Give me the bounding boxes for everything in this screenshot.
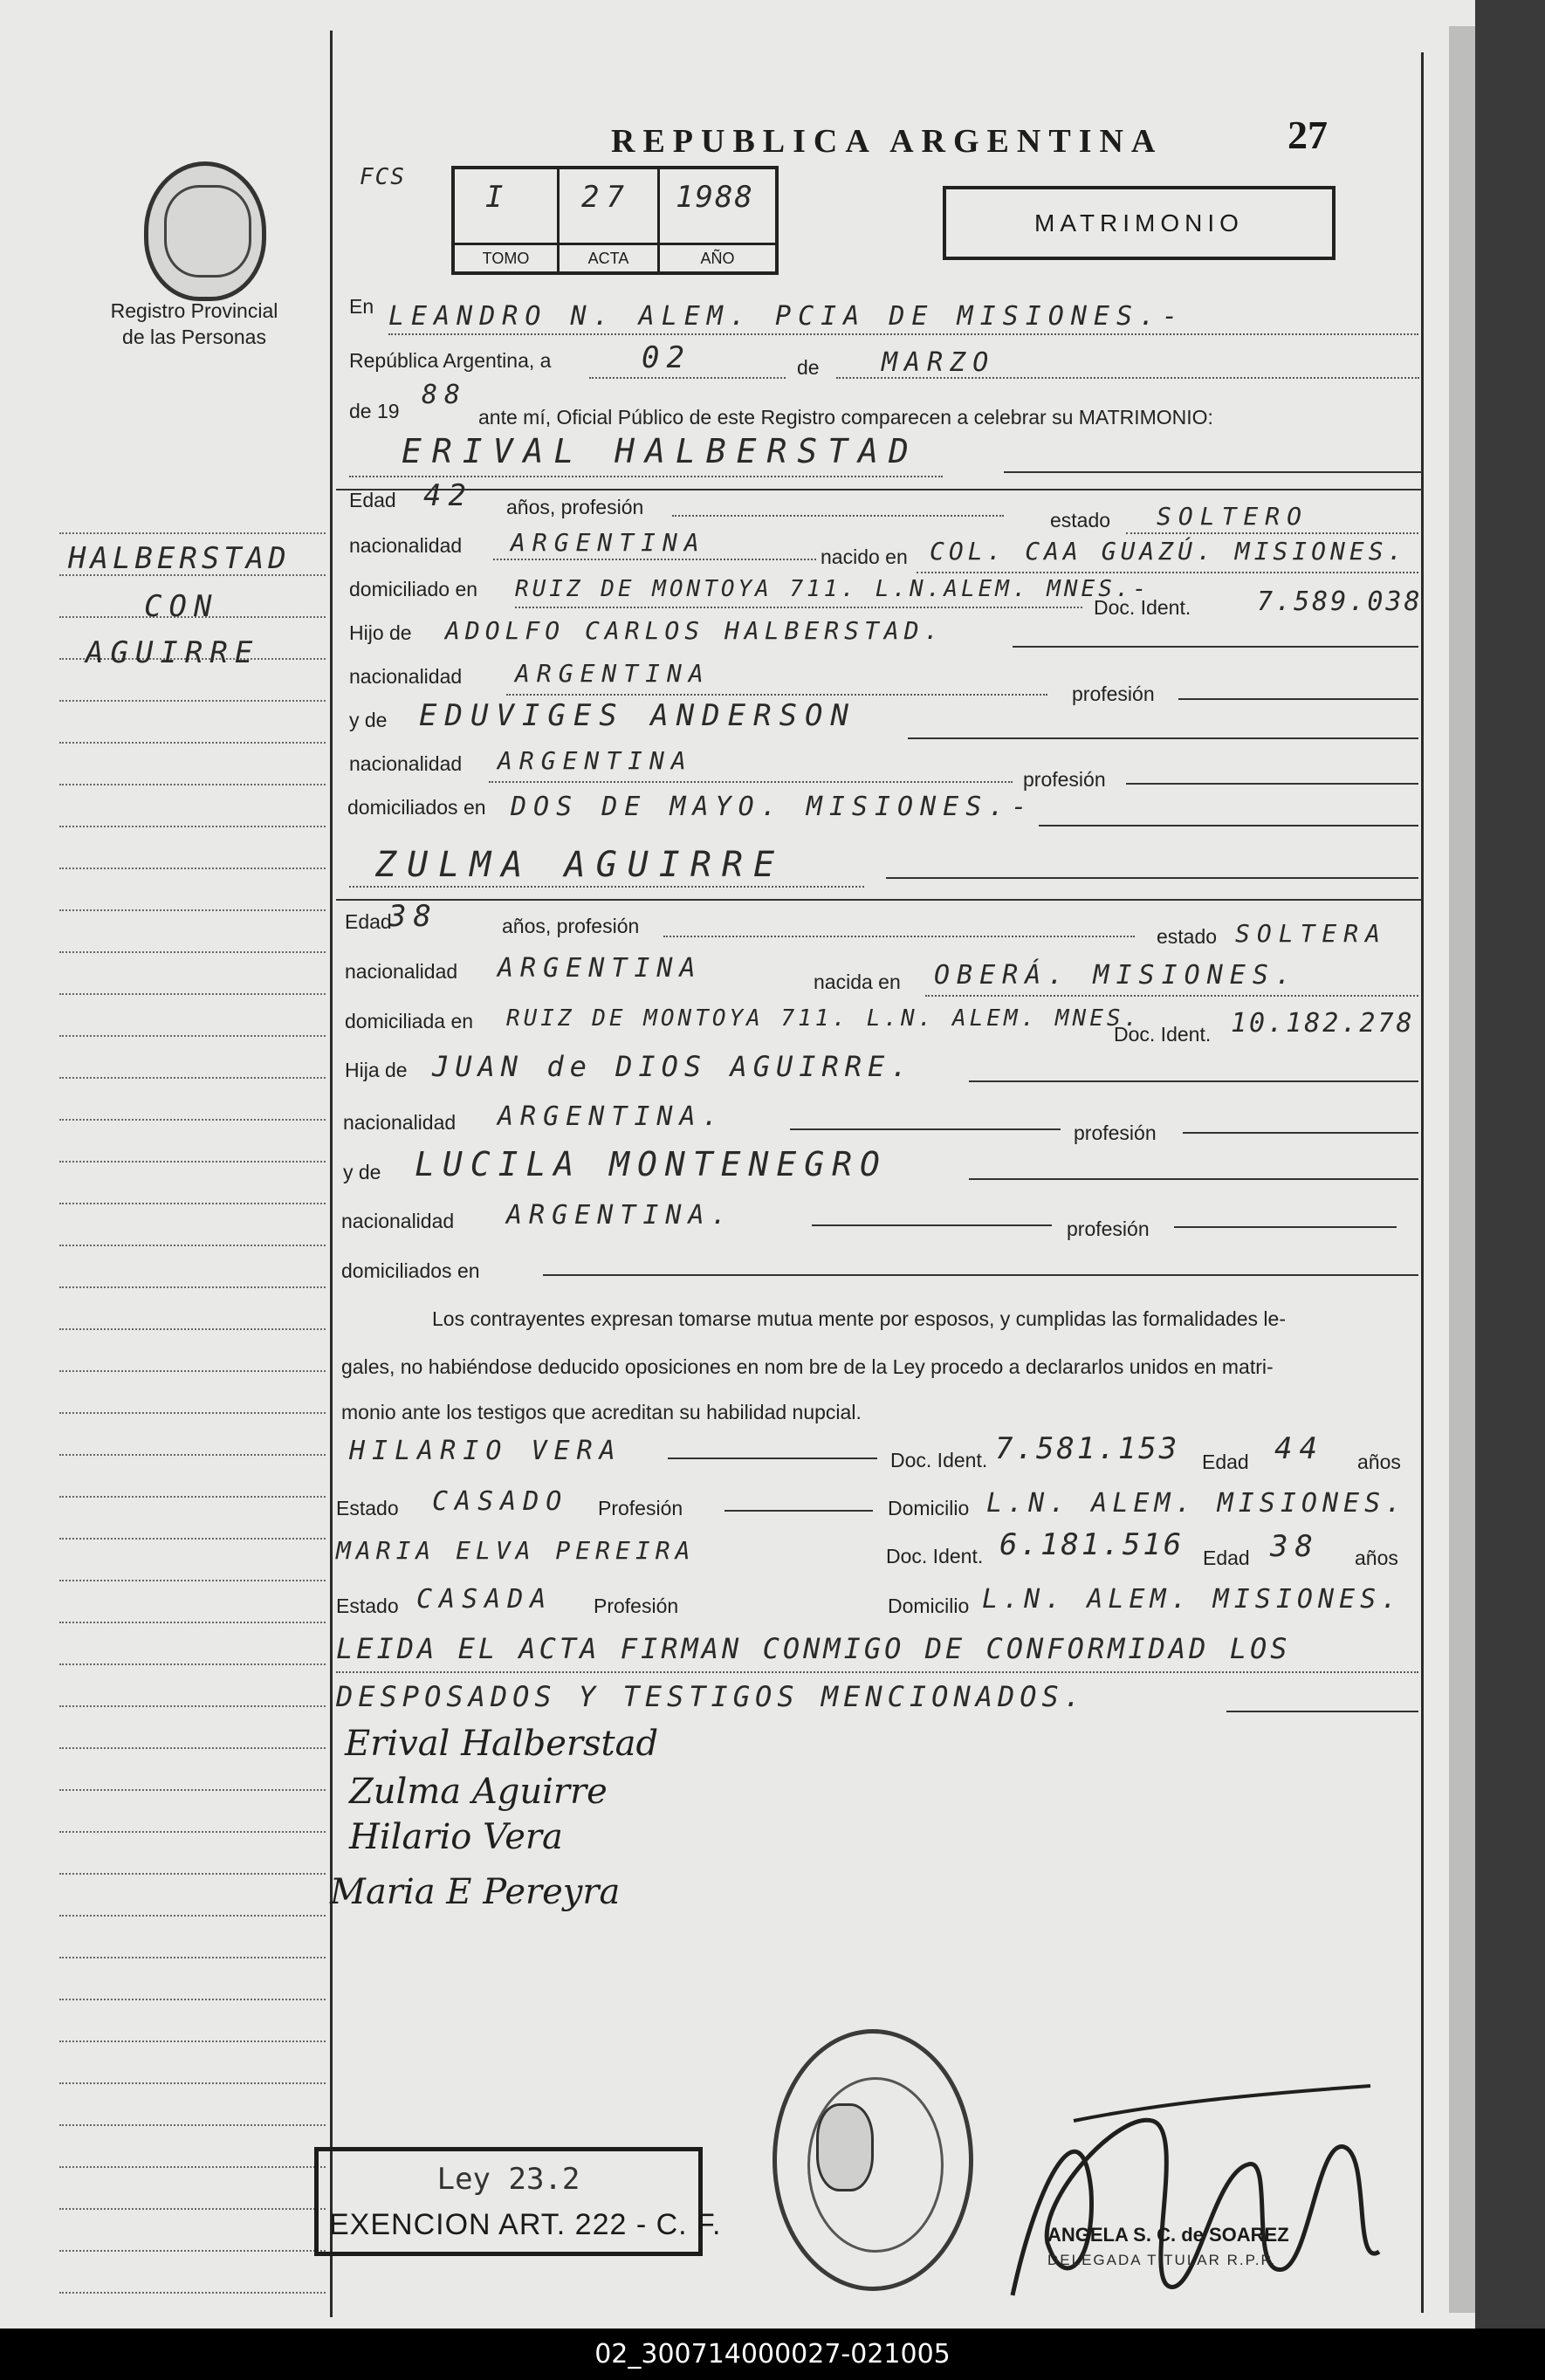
margin-rule-line — [59, 1873, 326, 1875]
declaration-line-1: Los contrayentes expresan tomarse mutua mente por esposos, y cumplidas las formalidades le- — [432, 1307, 1286, 1330]
folio-number: 27 — [1288, 113, 1328, 157]
margin-rule-line — [59, 951, 326, 953]
groom-doc-value: 7.589.038 — [1257, 586, 1423, 617]
witness1-doc-value: 7.581.153 — [995, 1431, 1180, 1466]
signature-bride: Zulma Aguirre — [349, 1772, 608, 1812]
groom-name: ERIVAL HALBERSTAD — [402, 432, 919, 470]
acta-value: 27 — [581, 180, 631, 215]
witness2-anos-label: años — [1355, 1547, 1398, 1569]
margin-rule-line — [59, 1412, 326, 1414]
margin-note-line-3: AGUIRRE — [86, 635, 260, 670]
margin-rule-line — [59, 1957, 326, 1958]
bride-born-value: OBERÁ. MISIONES. — [934, 960, 1298, 991]
bride-mother-label: y de — [343, 1161, 381, 1183]
bride-father-prof-label: profesión — [1074, 1121, 1157, 1144]
republica-label: República Argentina, a — [349, 349, 552, 372]
witness2-prof-label: Profesión — [594, 1595, 679, 1617]
margin-rule-line — [59, 1999, 326, 2000]
year-prefix-label: de 19 — [349, 400, 400, 422]
tomo-acta-ano-box — [451, 166, 779, 275]
margin-rule-line — [59, 1580, 326, 1581]
groom-dom-value: RUIZ DE MONTOYA 711. L.N.ALEM. MNES.- — [515, 576, 1150, 602]
margin-rule-line — [59, 1663, 326, 1665]
witness2-dom-value: L.N. ALEM. MISIONES. — [982, 1584, 1403, 1615]
official-oval-seal-icon — [772, 2029, 973, 2291]
bride-father-label: Hija de — [345, 1059, 408, 1081]
official-signature-scrawl — [986, 2068, 1397, 2322]
margin-divider — [330, 31, 333, 2317]
groom-nac-value: ARGENTINA — [511, 528, 706, 557]
registry-line-1: Registro Provincial — [110, 299, 278, 322]
margin-rule-line — [59, 1286, 326, 1288]
bride-dom-value: RUIZ DE MONTOYA 711. L.N. ALEM. MNES. — [506, 1005, 1142, 1032]
margin-rule-line — [59, 1747, 326, 1749]
margin-rule-line — [59, 2292, 326, 2294]
record-type-box: MATRIMONIO — [943, 186, 1336, 260]
declaration-line-3: monio ante los testigos que acreditan su habilidad nupcial. — [341, 1401, 862, 1423]
margin-rule-line — [59, 742, 326, 744]
groom-father-value: ADOLFO CARLOS HALBERSTAD. — [445, 616, 944, 645]
margin-rule-line — [59, 826, 326, 827]
margin-rule-line — [59, 532, 326, 534]
bride-profession-label: años, profesión — [502, 915, 640, 937]
bride-father-nac-label: nacionalidad — [343, 1111, 457, 1134]
margin-rule-line — [59, 1705, 326, 1707]
right-frame-line — [1421, 52, 1424, 2313]
groom-nac-label: nacionalidad — [349, 534, 463, 557]
bride-mother-prof-label: profesión — [1067, 1217, 1150, 1240]
margin-rule-line — [59, 993, 326, 995]
margin-rule-line — [59, 1119, 326, 1121]
acta-label: ACTA — [560, 243, 657, 271]
closing-line-1: LEIDA EL ACTA FIRMAN CONMIGO DE CONFORMIDAD LOS — [336, 1632, 1291, 1665]
groom-mother-label: y de — [349, 709, 388, 731]
bride-edad-label: Edad — [345, 910, 392, 933]
declaration-line-2: gales, no habiéndose deducido oposiciones en nom bre de la Ley procedo a declararlos unidos en matri- — [341, 1355, 1274, 1378]
witness2-doc-label: Doc. Ident. — [886, 1545, 984, 1567]
margin-rule-line — [59, 1161, 326, 1163]
margin-rule-line — [59, 1077, 326, 1079]
groom-parents-dom-label: domiciliados en — [347, 796, 486, 819]
margin-rule-line — [59, 868, 326, 869]
signature-groom: Erival Halberstad — [345, 1724, 659, 1764]
official-name: ANGELA S. C. de SOAREZ — [1047, 2224, 1289, 2246]
country-title: REPUBLICA ARGENTINA — [611, 123, 1164, 160]
groom-born-value: COL. CAA GUAZÚ. MISIONES. — [930, 537, 1407, 566]
groom-dom-label: domiciliado en — [349, 578, 478, 600]
day-value: 02 — [642, 340, 691, 375]
margin-rule-line — [59, 1915, 326, 1917]
bride-age: 38 — [388, 899, 438, 934]
margin-rule-line — [59, 1622, 326, 1623]
bride-father-nac-value: ARGENTINA. — [498, 1101, 725, 1132]
page-edge — [1449, 26, 1475, 2313]
witness2-edad-label: Edad — [1203, 1547, 1250, 1569]
witness1-name: HILARIO VERA — [349, 1436, 622, 1466]
year-suffix-value: 88 — [422, 380, 468, 410]
margin-rule-line — [59, 700, 326, 702]
ano-label: AÑO — [660, 243, 775, 271]
witness2-name: MARIA ELVA PEREIRA — [336, 1536, 696, 1565]
witness2-dom-label: Domicilio — [888, 1595, 970, 1617]
groom-father-nac-label: nacionalidad — [349, 665, 463, 688]
groom-mother-nac-label: nacionalidad — [349, 752, 463, 775]
margin-rule-line — [59, 784, 326, 785]
margin-note-line-2: CON — [144, 589, 219, 624]
witness2-doc-value: 6.181.516 — [999, 1527, 1184, 1562]
margin-rule-line — [59, 2208, 326, 2210]
margin-rule-line — [59, 2250, 326, 2252]
bride-estado-label: estado — [1157, 925, 1218, 948]
bride-doc-value: 10.182.278 — [1231, 1008, 1415, 1039]
margin-note-line-1: HALBERSTAD — [68, 541, 291, 576]
groom-father-nac-value: ARGENTINA — [515, 659, 711, 688]
groom-father-label: Hijo de — [349, 621, 412, 644]
margin-rule-line — [59, 2124, 326, 2126]
tomo-value: I — [485, 180, 511, 215]
bride-name: ZULMA AGUIRRE — [375, 845, 786, 885]
margin-rule-line — [59, 1245, 326, 1246]
bride-born-label: nacida en — [814, 971, 901, 993]
bride-mother-value: LUCILA MONTENEGRO — [415, 1145, 888, 1183]
witness1-estado-value: CASADO — [432, 1486, 569, 1517]
witness1-anos-label: años — [1357, 1451, 1401, 1473]
witness1-estado-label: Estado — [336, 1497, 399, 1519]
witness1-prof-label: Profesión — [598, 1497, 683, 1519]
document-code-footer: 02_300714000027-021005 — [0, 2329, 1545, 2380]
groom-edad-label: Edad — [349, 489, 396, 511]
place-value: LEANDRO N. ALEM. PCIA DE MISIONES.- — [388, 301, 1185, 332]
witness1-dom-label: Domicilio — [888, 1497, 970, 1519]
margin-rule-line — [59, 2166, 326, 2168]
margin-rule-line — [59, 1496, 326, 1498]
margin-rule-line — [59, 1203, 326, 1204]
closing-line-2: DESPOSADOS Y TESTIGOS MENCIONADOS. — [336, 1680, 1087, 1713]
margin-rule-line — [59, 1538, 326, 1540]
witness1-dom-value: L.N. ALEM. MISIONES. — [986, 1488, 1407, 1519]
groom-mother-value: EDUVIGES ANDERSON — [419, 698, 856, 733]
margin-rule-line — [59, 1328, 326, 1330]
month-value: MARZO — [882, 347, 996, 378]
bride-father-value: JUAN de DIOS AGUIRRE. — [432, 1050, 914, 1083]
bride-nac-value: ARGENTINA — [498, 953, 703, 984]
groom-mother-prof-label: profesión — [1023, 768, 1106, 791]
margin-rule-line — [59, 2082, 326, 2084]
tomo-label: TOMO — [455, 243, 557, 271]
groom-estado-value: SOLTERO — [1157, 502, 1309, 531]
groom-profession-label: años, profesión — [506, 496, 644, 518]
groom-parents-dom-value: DOS DE MAYO. MISIONES.- — [511, 792, 1034, 822]
bride-nac-label: nacionalidad — [345, 960, 458, 983]
groom-born-label: nacido en — [821, 545, 908, 568]
witness2-age: 38 — [1270, 1529, 1320, 1564]
ano-value: 1988 — [676, 180, 754, 215]
signature-witness2: Maria E Pereyra — [330, 1872, 621, 1912]
bride-doc-label: Doc. Ident. — [1114, 1023, 1212, 1046]
margin-rule-line — [59, 909, 326, 911]
exencion-text: EXENCION ART. 222 - C. F. — [329, 2208, 722, 2241]
bride-mother-nac-label: nacionalidad — [341, 1210, 455, 1232]
fcs-note: FCS — [360, 164, 406, 190]
margin-rule-line — [59, 2040, 326, 2042]
margin-rule-line — [59, 1831, 326, 1833]
witness2-estado-value: CASADA — [416, 1584, 553, 1615]
groom-mother-nac-value: ARGENTINA — [498, 746, 693, 775]
bride-dom-label: domiciliada en — [345, 1010, 474, 1032]
appear-text: ante mí, Oficial Público de este Registro comparecen a celebrar su MATRIMONIO: — [478, 406, 1213, 429]
registry-line-2: de las Personas — [122, 326, 266, 348]
witness1-doc-label: Doc. Ident. — [890, 1449, 988, 1471]
margin-rule-line — [59, 1370, 326, 1372]
groom-father-prof-label: profesión — [1072, 682, 1155, 705]
margin-rule-line — [59, 1789, 326, 1791]
margin-rule-line — [59, 1454, 326, 1456]
bride-parents-dom-label: domiciliados en — [341, 1259, 480, 1282]
binder-edge — [1475, 0, 1545, 2329]
en-label: En — [349, 295, 374, 318]
exemption-stamp — [314, 2147, 722, 2256]
witness2-estado-label: Estado — [336, 1595, 399, 1617]
witness1-age: 44 — [1274, 1431, 1324, 1466]
signature-witness1: Hilario Vera — [349, 1817, 563, 1857]
bride-mother-nac-value: ARGENTINA. — [506, 1200, 734, 1231]
bride-estado-value: SOLTERA — [1235, 919, 1388, 948]
groom-estado-label: estado — [1050, 509, 1111, 532]
groom-age: 42 — [423, 478, 473, 513]
official-title: DELEGADA TITULAR R.P.P. — [1047, 2252, 1277, 2268]
groom-doc-label: Doc. Ident. — [1094, 596, 1191, 619]
province-seal-icon — [144, 161, 266, 301]
witness1-edad-label: Edad — [1202, 1451, 1249, 1473]
margin-rule-line — [59, 1035, 326, 1037]
de-label: de — [797, 356, 820, 379]
ley-line: Ley 23.2 — [436, 2162, 580, 2197]
